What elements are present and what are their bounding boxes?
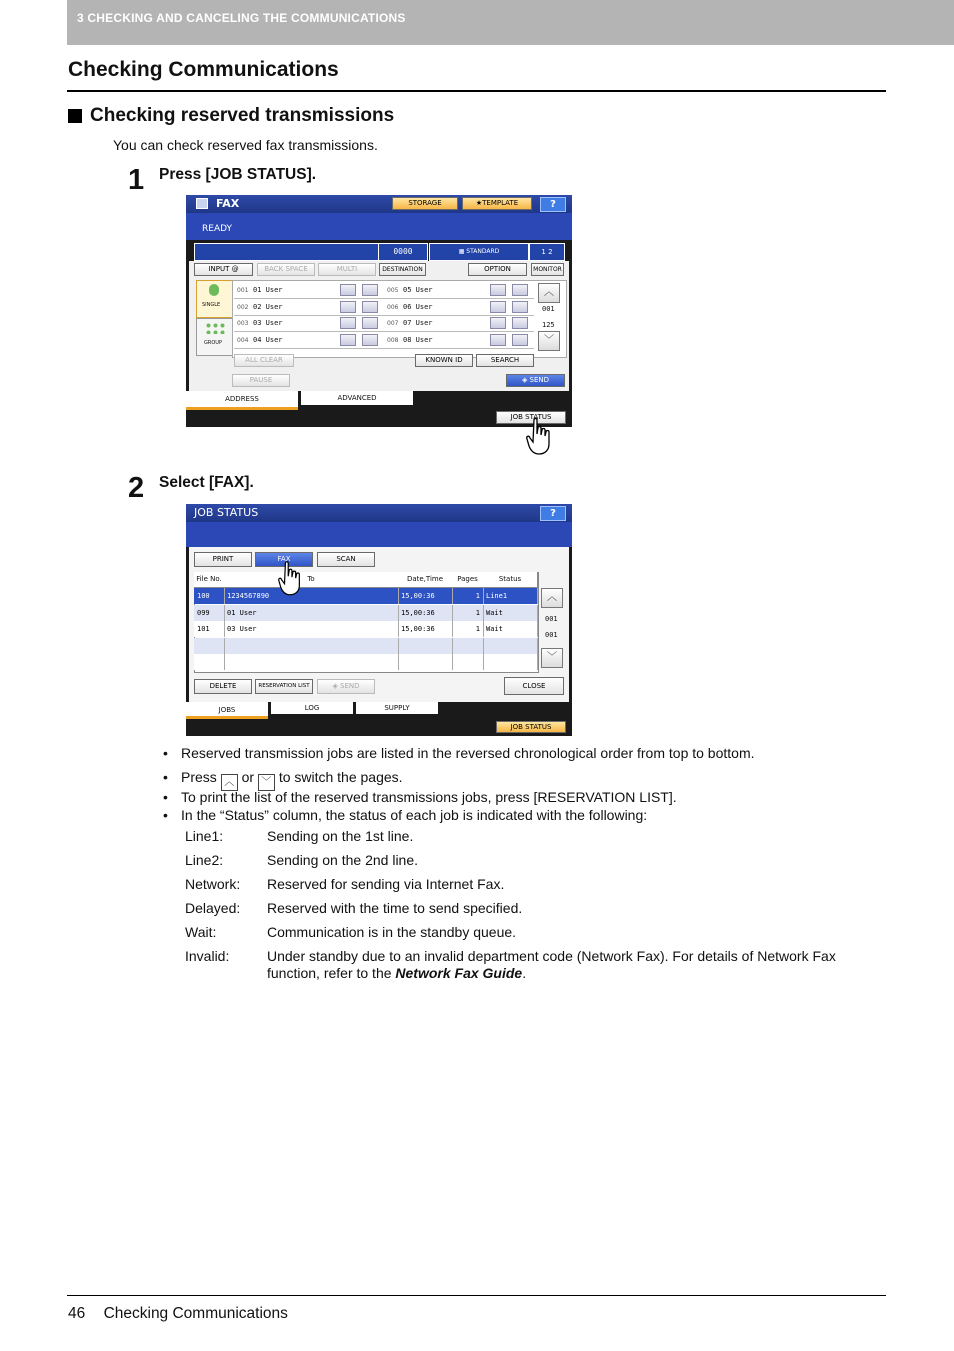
status-description: Reserved for sending via Internet Fax. — [267, 876, 505, 892]
invalid-desc-line2: function, refer to the — [267, 965, 396, 981]
entry-number: 005 — [387, 287, 399, 294]
intro-text: You can check reserved fax transmissions. — [113, 137, 378, 153]
fax-number-icon[interactable] — [340, 334, 356, 346]
page-current: 001 — [545, 615, 558, 623]
page-up-button[interactable] — [538, 283, 560, 303]
send-label: SEND — [529, 376, 550, 384]
section-title: Checking Communications — [68, 58, 339, 81]
address-entry[interactable] — [384, 300, 534, 316]
resolution-label: STANDARD — [466, 248, 500, 255]
address-entry[interactable] — [384, 333, 534, 349]
send-button[interactable] — [317, 679, 375, 694]
job-status-screen — [186, 504, 572, 736]
close-button[interactable]: CLOSE — [504, 677, 564, 695]
status-description: Sending on the 2nd line. — [267, 852, 419, 868]
email-icon[interactable] — [362, 284, 378, 296]
group-label: GROUP — [204, 340, 222, 346]
fax-screen — [186, 195, 572, 427]
tab-log[interactable]: LOG — [271, 702, 353, 714]
fax-number-icon[interactable] — [340, 284, 356, 296]
fax-icon — [196, 198, 208, 209]
fax-number-icon[interactable] — [490, 284, 506, 296]
pointing-hand-icon — [526, 418, 554, 456]
footer — [68, 1305, 288, 1323]
job-status-button[interactable]: JOB STATUS — [496, 721, 566, 733]
email-icon[interactable] — [512, 284, 528, 296]
entry-name: 08 User — [403, 335, 433, 344]
invalid-desc-line1: Under standby due to an invalid department code (Network Fax). For details of Network Fax — [267, 948, 836, 964]
email-icon[interactable] — [362, 334, 378, 346]
entry-name: 06 User — [403, 302, 433, 311]
tab-jobs[interactable]: JOBS — [186, 702, 268, 719]
table-cell: 1 — [452, 588, 484, 604]
chapter-header-bar — [67, 0, 954, 45]
bullet-text: In the “Status” column, the status of each job is indicated with the following: — [181, 807, 648, 823]
status-description — [267, 948, 867, 982]
table-cell — [398, 638, 453, 654]
line-indicator: 1 2 — [529, 243, 565, 261]
table-row[interactable] — [194, 605, 537, 621]
table-cell: 100 — [194, 588, 225, 604]
multi-button[interactable]: MULTI — [318, 263, 376, 276]
page-up-button[interactable] — [541, 588, 563, 608]
table-cell — [194, 654, 225, 670]
tab-scan[interactable]: SCAN — [317, 552, 375, 567]
address-entry[interactable] — [234, 300, 384, 316]
fax-number-icon[interactable] — [340, 317, 356, 329]
table-row[interactable] — [194, 638, 537, 654]
group-users-icon — [205, 322, 225, 334]
status-term: Network: — [185, 876, 241, 892]
table-cell — [224, 638, 399, 654]
pause-button[interactable]: PAUSE — [232, 374, 290, 387]
table-cell: Wait — [483, 621, 538, 637]
table-cell: 1 — [452, 605, 484, 621]
table-cell — [483, 654, 538, 670]
entry-number: 002 — [237, 303, 249, 311]
help-button[interactable]: ? — [540, 197, 566, 212]
page-down-button[interactable] — [538, 331, 560, 351]
single-label: SINGLE — [202, 302, 221, 308]
storage-button[interactable]: STORAGE — [392, 197, 458, 210]
tab-supply[interactable]: SUPPLY — [356, 702, 438, 714]
table-cell: 03 User — [224, 621, 399, 637]
address-entry[interactable] — [234, 316, 384, 332]
table-cell: 1234567890 — [224, 588, 399, 604]
status-term: Line1: — [185, 828, 224, 844]
press-label: Press — [181, 769, 217, 785]
tab-fax[interactable]: FAX — [255, 552, 313, 567]
tab-address[interactable]: ADDRESS — [186, 391, 298, 410]
email-icon[interactable] — [362, 317, 378, 329]
status-description: Reserved with the time to send specified. — [267, 900, 523, 916]
table-row[interactable] — [194, 588, 537, 604]
job-status-bar — [186, 522, 572, 547]
bullet-text: Reserved transmission jobs are listed in the reversed chronological order from top to bottom. — [181, 745, 755, 761]
destination-button[interactable]: DESTINATION — [379, 263, 426, 276]
address-entry[interactable] — [384, 316, 534, 332]
tab-group[interactable] — [196, 318, 234, 356]
table-header-cell: Date,Time — [398, 572, 453, 588]
fax-status-bar — [186, 213, 572, 240]
chapter-title: 3 CHECKING AND CANCELING THE COMMUNICATIONS — [77, 11, 406, 25]
job-status-titlebar — [186, 504, 572, 522]
table-header-cell: Status — [483, 572, 538, 588]
fax-app-title: FAX — [216, 197, 240, 210]
entry-number: 008 — [387, 336, 399, 344]
switch-pages-text: to switch the pages. — [278, 769, 403, 785]
page-total: 125 — [542, 321, 555, 329]
period: . — [522, 965, 527, 981]
help-button[interactable]: ? — [540, 506, 566, 521]
status-description: Communication is in the standby queue. — [267, 924, 517, 940]
table-cell — [452, 654, 484, 670]
table-cell: 15,00:36 — [398, 605, 453, 621]
bullet-text — [181, 769, 403, 791]
email-icon[interactable] — [512, 334, 528, 346]
entry-name: 07 User — [403, 319, 433, 327]
table-cell: Line1 — [483, 588, 538, 604]
entry-name: 05 User — [403, 286, 433, 294]
entry-name: 04 User — [253, 335, 283, 344]
entry-number: 006 — [387, 303, 399, 311]
job-status-button[interactable]: JOB STATUS — [496, 411, 566, 424]
status-term: Invalid: — [185, 948, 230, 964]
template-button[interactable] — [462, 197, 532, 210]
fax-number-icon[interactable] — [490, 334, 506, 346]
table-cell — [398, 654, 453, 670]
all-clear-button[interactable]: ALL CLEAR — [234, 354, 294, 367]
table-cell — [194, 638, 225, 654]
table-cell — [224, 654, 399, 670]
page-total: 001 — [545, 631, 558, 639]
footer-divider — [67, 1295, 886, 1296]
table-cell: 101 — [194, 621, 225, 637]
entry-number: 007 — [387, 320, 399, 327]
entry-number: 003 — [237, 320, 249, 327]
footer-title: Checking Communications — [103, 1305, 288, 1322]
entry-name: 03 User — [253, 319, 283, 327]
table-row[interactable] — [194, 654, 537, 670]
entry-number: 004 — [237, 336, 249, 344]
status-term: Line2: — [185, 852, 224, 868]
table-cell: 1 — [452, 621, 484, 637]
number-display: 0000 — [378, 243, 428, 261]
tab-print[interactable]: PRINT — [194, 552, 252, 567]
bullet-text: To print the list of the reserved transmissions jobs, press [RESERVATION LIST]. — [181, 789, 677, 805]
job-status-title: JOB STATUS — [194, 506, 259, 519]
option-button[interactable]: OPTION — [468, 263, 527, 276]
table-cell — [452, 638, 484, 654]
chevron-up-icon: ︿ — [221, 774, 238, 791]
address-entry[interactable] — [384, 283, 534, 299]
table-cell: 15,00:36 — [398, 621, 453, 637]
subsection-heading — [68, 105, 394, 127]
or-label: or — [241, 769, 255, 785]
known-id-button[interactable]: KNOWN ID — [415, 354, 473, 367]
table-row[interactable] — [194, 621, 537, 637]
table-cell: 099 — [194, 605, 225, 621]
step-number-2: 2 — [128, 472, 145, 504]
table-cell: 15,00:36 — [398, 588, 453, 604]
send-label: SEND — [340, 682, 360, 690]
table-header-cell: Pages — [452, 572, 484, 588]
table-cell: Wait — [483, 605, 538, 621]
fax-number-icon[interactable] — [490, 317, 506, 329]
destination-display — [194, 243, 379, 261]
single-user-icon — [209, 284, 219, 296]
chevron-down-icon: ﹀ — [544, 335, 554, 346]
pointing-hand-icon — [278, 561, 304, 597]
section-divider — [67, 90, 886, 92]
table-cell — [483, 638, 538, 654]
template-label: TEMPLATE — [482, 199, 519, 207]
email-icon[interactable] — [512, 301, 528, 313]
monitor-button[interactable]: MONITOR — [531, 263, 564, 276]
fax-titlebar — [186, 195, 572, 213]
entry-name: 02 User — [253, 302, 283, 311]
network-fax-guide-ref: Network Fax Guide — [395, 965, 523, 981]
delete-button[interactable]: DELETE — [194, 679, 252, 694]
chevron-down-icon: ﹀ — [547, 652, 557, 663]
entry-name: 01 User — [253, 286, 283, 294]
fax-number-icon[interactable] — [490, 301, 506, 313]
send-icon: ◈ — [332, 682, 341, 690]
send-icon: ◈ — [521, 376, 530, 384]
table-cell: 01 User — [224, 605, 399, 621]
step-title-1: Press [JOB STATUS]. — [159, 166, 317, 183]
subsection-title: Checking reserved transmissions — [90, 105, 395, 126]
email-icon[interactable] — [512, 317, 528, 329]
input-button[interactable]: INPUT @ — [194, 263, 253, 276]
star-icon: ★ — [475, 199, 483, 207]
page-number: 46 — [68, 1305, 86, 1322]
fax-status-text: READY — [202, 224, 233, 234]
tab-single[interactable] — [196, 280, 234, 318]
status-description: Sending on the 1st line. — [267, 828, 414, 844]
address-entry[interactable] — [234, 283, 384, 299]
table-header-cell: To — [224, 572, 399, 588]
entry-number: 001 — [237, 287, 249, 294]
step-title-2: Select [FAX]. — [159, 474, 254, 491]
step-number-1: 1 — [128, 164, 145, 196]
table-header-cell: File No. — [194, 572, 225, 588]
resolution-display — [429, 243, 529, 261]
backspace-button[interactable]: BACK SPACE — [257, 263, 315, 276]
page-down-button[interactable] — [541, 648, 563, 668]
email-icon[interactable] — [362, 301, 378, 313]
checker-icon: ▦ — [458, 248, 467, 255]
send-button[interactable] — [506, 374, 565, 387]
tab-advanced[interactable]: ADVANCED — [301, 391, 413, 405]
chevron-up-icon: ︿ — [544, 287, 554, 298]
status-term: Delayed: — [185, 900, 241, 916]
chevron-down-icon: ﹀ — [258, 774, 275, 791]
reservation-list-button[interactable]: RESERVATION LIST — [255, 679, 313, 694]
page-current: 001 — [542, 305, 555, 313]
square-bullet-icon — [68, 109, 82, 123]
search-button[interactable]: SEARCH — [476, 354, 534, 367]
address-entry[interactable] — [234, 333, 384, 349]
status-term: Wait: — [185, 924, 217, 940]
fax-number-icon[interactable] — [340, 301, 356, 313]
chevron-up-icon: ︿ — [547, 592, 557, 603]
